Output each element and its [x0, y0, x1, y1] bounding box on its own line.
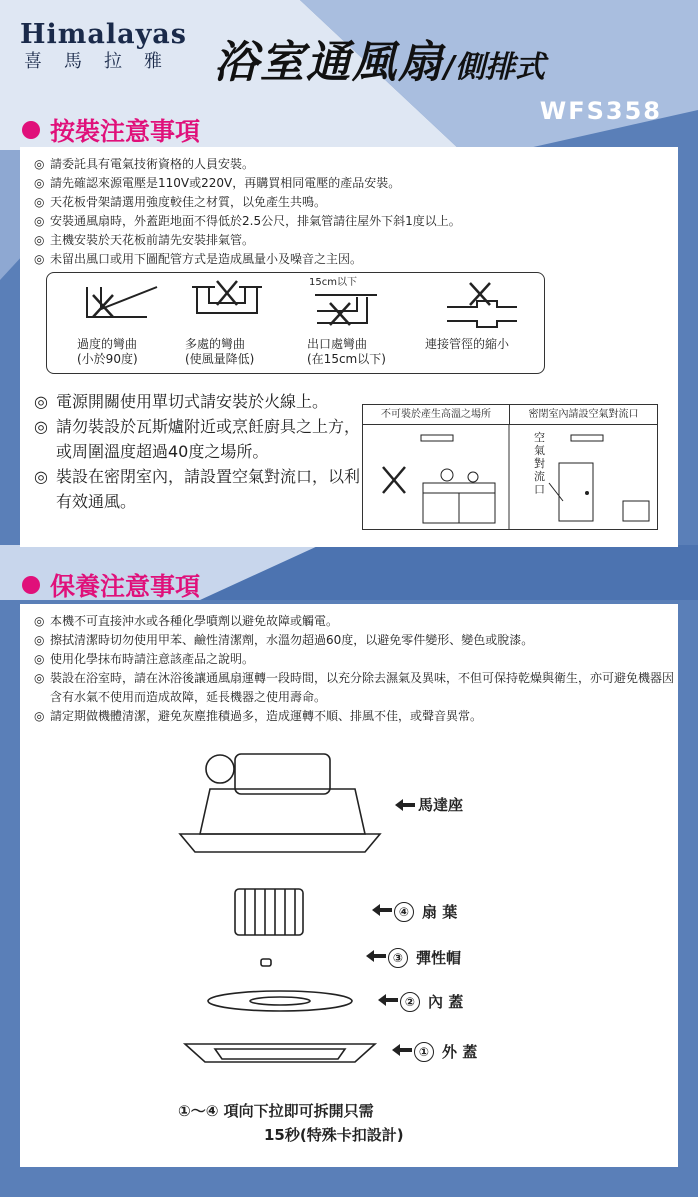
brand-name-zh: 喜馬拉雅	[24, 51, 184, 72]
list-item: ◎ 裝設在密閉室內，請設置空氣對流口，以利有效通風。	[34, 464, 369, 514]
list-item: ◎ 主機安裝於天花板前請先安裝排氣管。	[34, 231, 664, 250]
scene-right-header: 密閉室內請設空氣對流口	[510, 405, 657, 425]
exploded-view-illustration-icon	[20, 604, 678, 1167]
page-title	[214, 26, 545, 90]
placement-scene	[362, 404, 658, 530]
title-main: 浴室通風扇	[214, 37, 444, 88]
scene-left-header: 不可裝於產生高溫之場所	[363, 405, 510, 425]
list-item: ◎ 請先確認來源電壓是110V或220V，再購買相同電壓的產品安裝。	[34, 174, 664, 193]
bullet-dot-icon	[22, 121, 40, 139]
pipe-label: 多處的彎曲 (使風量降低)	[185, 337, 255, 366]
bullet-dot-icon	[22, 576, 40, 594]
maintain-heading-text: 保養注意事項	[50, 572, 201, 601]
kitchen-illustration-icon	[363, 405, 657, 529]
list-item: ◎ 電源開關使用單切式請安裝於火線上。	[34, 389, 369, 414]
part-label-outer: ① 外 蓋	[414, 1041, 477, 1062]
list-item: ◎ 使用化學抹布時請注意該產品之說明。	[34, 650, 674, 669]
install-list	[34, 155, 664, 269]
maintain-panel	[20, 604, 678, 1167]
install-panel	[20, 147, 678, 547]
note-line-2: 15秒(特殊卡扣設計)	[264, 1126, 404, 1144]
list-item: ◎ 擦拭清潔時切勿使用甲苯、鹼性清潔劑，水溫勿超過60度，以避免零件變形、變色或脫漆。	[34, 631, 674, 650]
part-label-inner: ② 內 蓋	[400, 991, 463, 1012]
title-sub: /側排式	[444, 50, 545, 85]
pipe-label: 過度的彎曲 (小於90度)	[77, 337, 138, 366]
install-big-list	[34, 389, 369, 514]
disassembly-note	[178, 1099, 404, 1147]
list-item: ◎ 裝設在浴室時，請在沐浴後讓通風扇運轉一段時間，以充分除去濕氣及異味，不但可保持乾燥與衛生，亦可避免機器因含有水氣不使用而造成故障，延長機器之使用壽命。	[34, 669, 674, 707]
dimension-label: 15cm以下	[309, 277, 357, 288]
list-item: ◎ 本機不可直接沖水或各種化學噴劑以避免故障或觸電。	[34, 612, 674, 631]
pipe-label: 出口處彎曲 (在15cm以下)	[307, 337, 386, 366]
list-item: ◎ 請委託具有電氣技術資格的人員安裝。	[34, 155, 664, 174]
air-vent-label: 空氣對流口	[534, 431, 545, 496]
list-item: ◎ 請定期做機體清潔，避免灰塵推積過多，造成運轉不順、排風不佳，或聲音異常。	[34, 707, 674, 726]
model-number: WFS358	[539, 97, 662, 125]
list-item: ◎ 請勿裝設於瓦斯爐附近或烹飪廚具之上方，或周圍溫度超過40度之場所。	[34, 414, 369, 464]
piping-diagram	[46, 272, 545, 374]
pipe-label: 連接管徑的縮小	[425, 337, 510, 351]
part-label-fan: ④ 扇 葉	[394, 901, 457, 922]
note-line-1: ①～④ 項向下拉即可拆開只需	[178, 1102, 374, 1120]
maintain-heading	[22, 567, 200, 603]
install-heading-text: 按裝注意事項	[50, 117, 201, 146]
install-heading	[22, 112, 200, 148]
brand-name-en: Himalayas	[20, 19, 187, 50]
brand-logo	[20, 20, 190, 74]
list-item: ◎ 安裝通風扇時，外蓋距地面不得低於2.5公尺，排氣管請往屋外下斜1度以上。	[34, 212, 664, 231]
part-label-cap: ③ 彈性帽	[388, 947, 461, 968]
list-item: ◎ 未留出風口或用下圖配管方式是造成風量小及噪音之主因。	[34, 250, 664, 269]
list-item: ◎ 天花板骨架請選用強度較佳之材質，以免產生共鳴。	[34, 193, 664, 212]
part-label-motor: 馬達座	[418, 796, 464, 814]
